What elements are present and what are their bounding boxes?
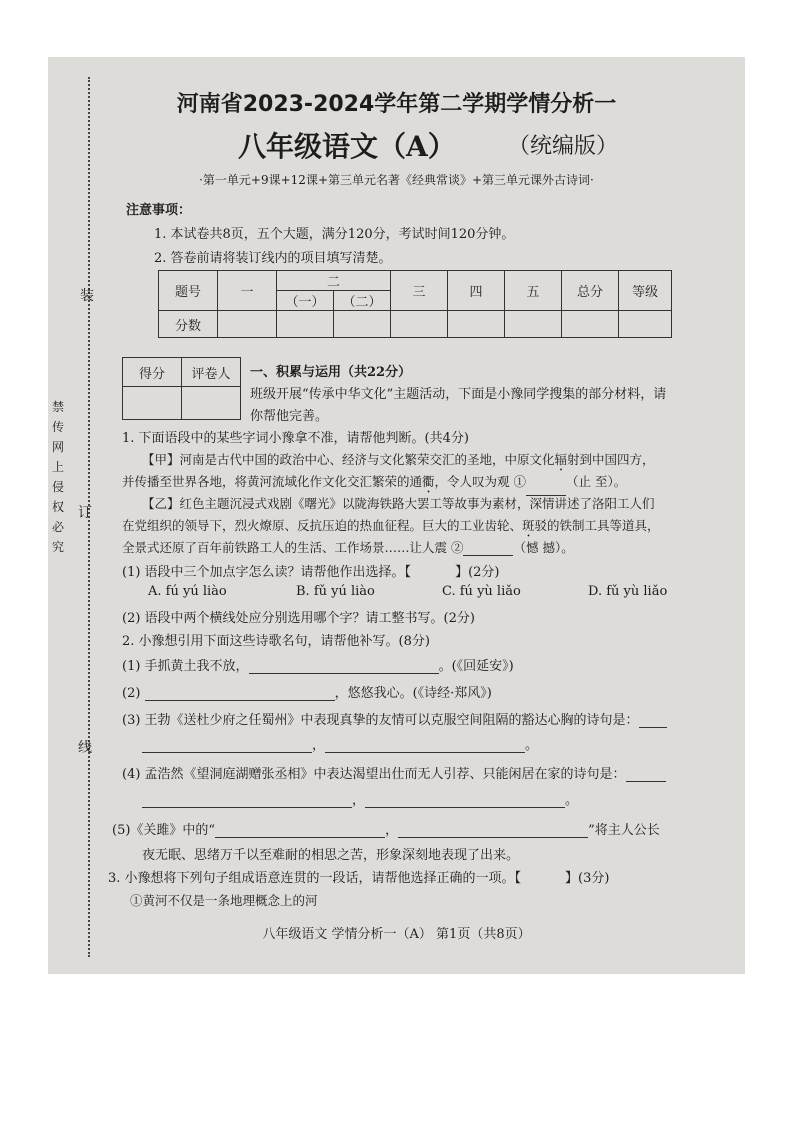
answer-blank-2[interactable]	[463, 540, 513, 556]
q3-stem: 3. 小豫想将下列句子组成语意连贯的一段话，请帮他选择正确的一项。【 】(3分)	[108, 871, 610, 886]
q2-line3: (3) 王勃《送杜少府之任蜀州》中表现真挚的友情可以克服空间阻隔的豁达心胸的诗句是：	[122, 709, 667, 728]
q2-line5-cont: 夜无眠、思绪万千以至难耐的相思之苦，形象深刻地表现了出来。	[142, 848, 520, 863]
score-row-label: 分数	[159, 311, 218, 338]
q1-passage-yi-line1: 【乙】红色主题沉浸式戏剧《曙光》以陇海铁路大罢工等故事为素材，深情讲述了洛阳工人们	[142, 496, 655, 511]
binding-mark-zhuang: 装	[80, 288, 94, 304]
q1-option-d[interactable]: D. fǔ yù liǎo	[588, 584, 668, 599]
exam-title-subject: 八年级语文（A）	[238, 130, 456, 163]
score-header-cell: 二	[277, 271, 391, 291]
q1-option-b[interactable]: B. fǔ yú liào	[296, 584, 375, 599]
q2-line3-cont: ， 。	[142, 734, 538, 753]
q1-passage-jia-line1: 【甲】河南是古代中国的政治中心、经济与文化繁荣交汇的圣地，中原文化辐射到中国四方，	[142, 452, 655, 467]
q1-sub2: (2) 语段中两个横线处应分别选用哪个字？请工整书写。(2分)	[122, 611, 475, 626]
grader-score-cell[interactable]	[123, 387, 182, 420]
poem-blank[interactable]	[365, 792, 565, 808]
notice-heading: 注意事项：	[126, 203, 192, 218]
dotted-char: 衢	[422, 474, 435, 489]
score-input-cell[interactable]	[448, 311, 505, 338]
exam-title-line1: 河南省2023-2024学年第二学期学情分析一	[176, 92, 617, 117]
exam-paper	[48, 57, 745, 974]
score-header-cell: 总分	[562, 271, 619, 311]
q2-stem: 2. 小豫想引用下面这些诗歌名句，请帮他补写。(8分)	[122, 634, 430, 649]
poem-blank[interactable]	[215, 822, 385, 838]
score-table	[158, 270, 672, 338]
grader-box	[122, 357, 241, 420]
q1-option-c[interactable]: C. fú yù liǎo	[442, 584, 521, 599]
grader-name-label: 评卷人	[182, 358, 241, 387]
section1-heading: 一、积累与运用（共22分）	[250, 365, 412, 380]
exam-scope: ·第一单元+9课+12课+第三单元名著《经典常谈》+第三单元课外古诗词·	[199, 173, 594, 187]
poem-blank[interactable]	[145, 685, 335, 701]
poem-blank[interactable]	[142, 737, 312, 753]
q1-stem: 1. 下面语段中的某些字词小豫拿不准，请帮他判断。(共4分)	[122, 431, 469, 446]
q3-item-1: ①黄河不仅是一条地理概念上的河	[130, 893, 318, 908]
score-input-cell[interactable]	[334, 311, 391, 338]
score-header-cell: 题号	[159, 271, 218, 311]
answer-bracket[interactable]	[411, 565, 455, 580]
score-input-cell[interactable]	[218, 311, 277, 338]
dotted-char: 辐	[554, 452, 568, 467]
exam-edition: （统编版）	[508, 134, 619, 159]
score-input-cell[interactable]	[277, 311, 334, 338]
score-input-cell[interactable]	[391, 311, 448, 338]
q1-passage-yi-line2: 在党组织的领导下，烈火燎原、反抗压迫的热血征程。巨大的工业齿轮、斑驳的铁制工具等道具，	[122, 518, 660, 533]
poem-blank[interactable]	[325, 737, 525, 753]
answer-bracket[interactable]	[521, 871, 565, 886]
binding-mark-ding: 订	[78, 505, 92, 521]
copyright-side-note: 禁传网上侵权必究	[52, 400, 65, 554]
page-footer: 八年级语文 学情分析一（A） 第1页（共8页）	[262, 927, 531, 942]
grader-score-label: 得分	[123, 358, 182, 387]
score-header-cell: 四	[448, 271, 505, 311]
q2-line4-cont: ， 。	[142, 789, 578, 808]
q2-line5: (5)《关雎》中的“ ， ”将主人公长	[112, 823, 660, 838]
poem-blank[interactable]	[639, 712, 667, 728]
poem-blank[interactable]	[142, 792, 352, 808]
poem-blank[interactable]	[249, 658, 439, 674]
notice-item-1: 1. 本试卷共8页，五个大题，满分120分，考试时间120分钟。	[154, 227, 515, 242]
q2-line1: (1) 手抓黄土我不放， 。(《回延安》)	[122, 659, 514, 674]
poem-blank[interactable]	[398, 822, 588, 838]
q1-sub1: (1) 语段中三个加点字怎么读？请帮他作出选择。【 】(2分)	[122, 565, 500, 580]
section1-intro-2: 你帮他完善。	[250, 409, 329, 424]
score-header-cell: 等级	[619, 271, 672, 311]
q1-passage-jia-line2: 并传播至世界各地，将黄河流域化作文化交汇繁荣的通衢，令人叹为观 ① （止 至）。	[122, 472, 626, 496]
poem-blank[interactable]	[626, 766, 666, 782]
score-header-cell: 三	[391, 271, 448, 311]
score-input-cell[interactable]	[505, 311, 562, 338]
score-subheader-cell: （一）	[277, 291, 334, 311]
q2-line4: (4) 孟浩然《望洞庭湖赠张丞相》中表达渴望出仕而无人引荐、只能闲居在家的诗句是：	[122, 763, 666, 782]
section1-intro: 班级开展“传承中华文化”主题活动，下面是小豫同学搜集的部分材料，请	[250, 387, 667, 402]
score-input-cell[interactable]	[562, 311, 619, 338]
q2-line2: (2) ，悠悠我心。(《诗经·郑风》)	[122, 686, 492, 701]
score-subheader-cell: （二）	[334, 291, 391, 311]
score-header-cell: 一	[218, 271, 277, 311]
score-input-cell[interactable]	[619, 311, 672, 338]
q1-passage-yi-line3: 全景式还原了百年前铁路工人的生活、工作场景……让人震 ② （憾 撼）。	[122, 540, 574, 555]
binding-mark-xian: 线	[78, 740, 92, 756]
dotted-char: 斑	[522, 518, 535, 533]
score-header-cell: 五	[505, 271, 562, 311]
notice-item-2: 2. 答卷前请将装订线内的项目填写清楚。	[154, 251, 392, 266]
q1-option-a[interactable]: A. fú yú liào	[148, 584, 227, 599]
grader-name-cell[interactable]	[182, 387, 241, 420]
